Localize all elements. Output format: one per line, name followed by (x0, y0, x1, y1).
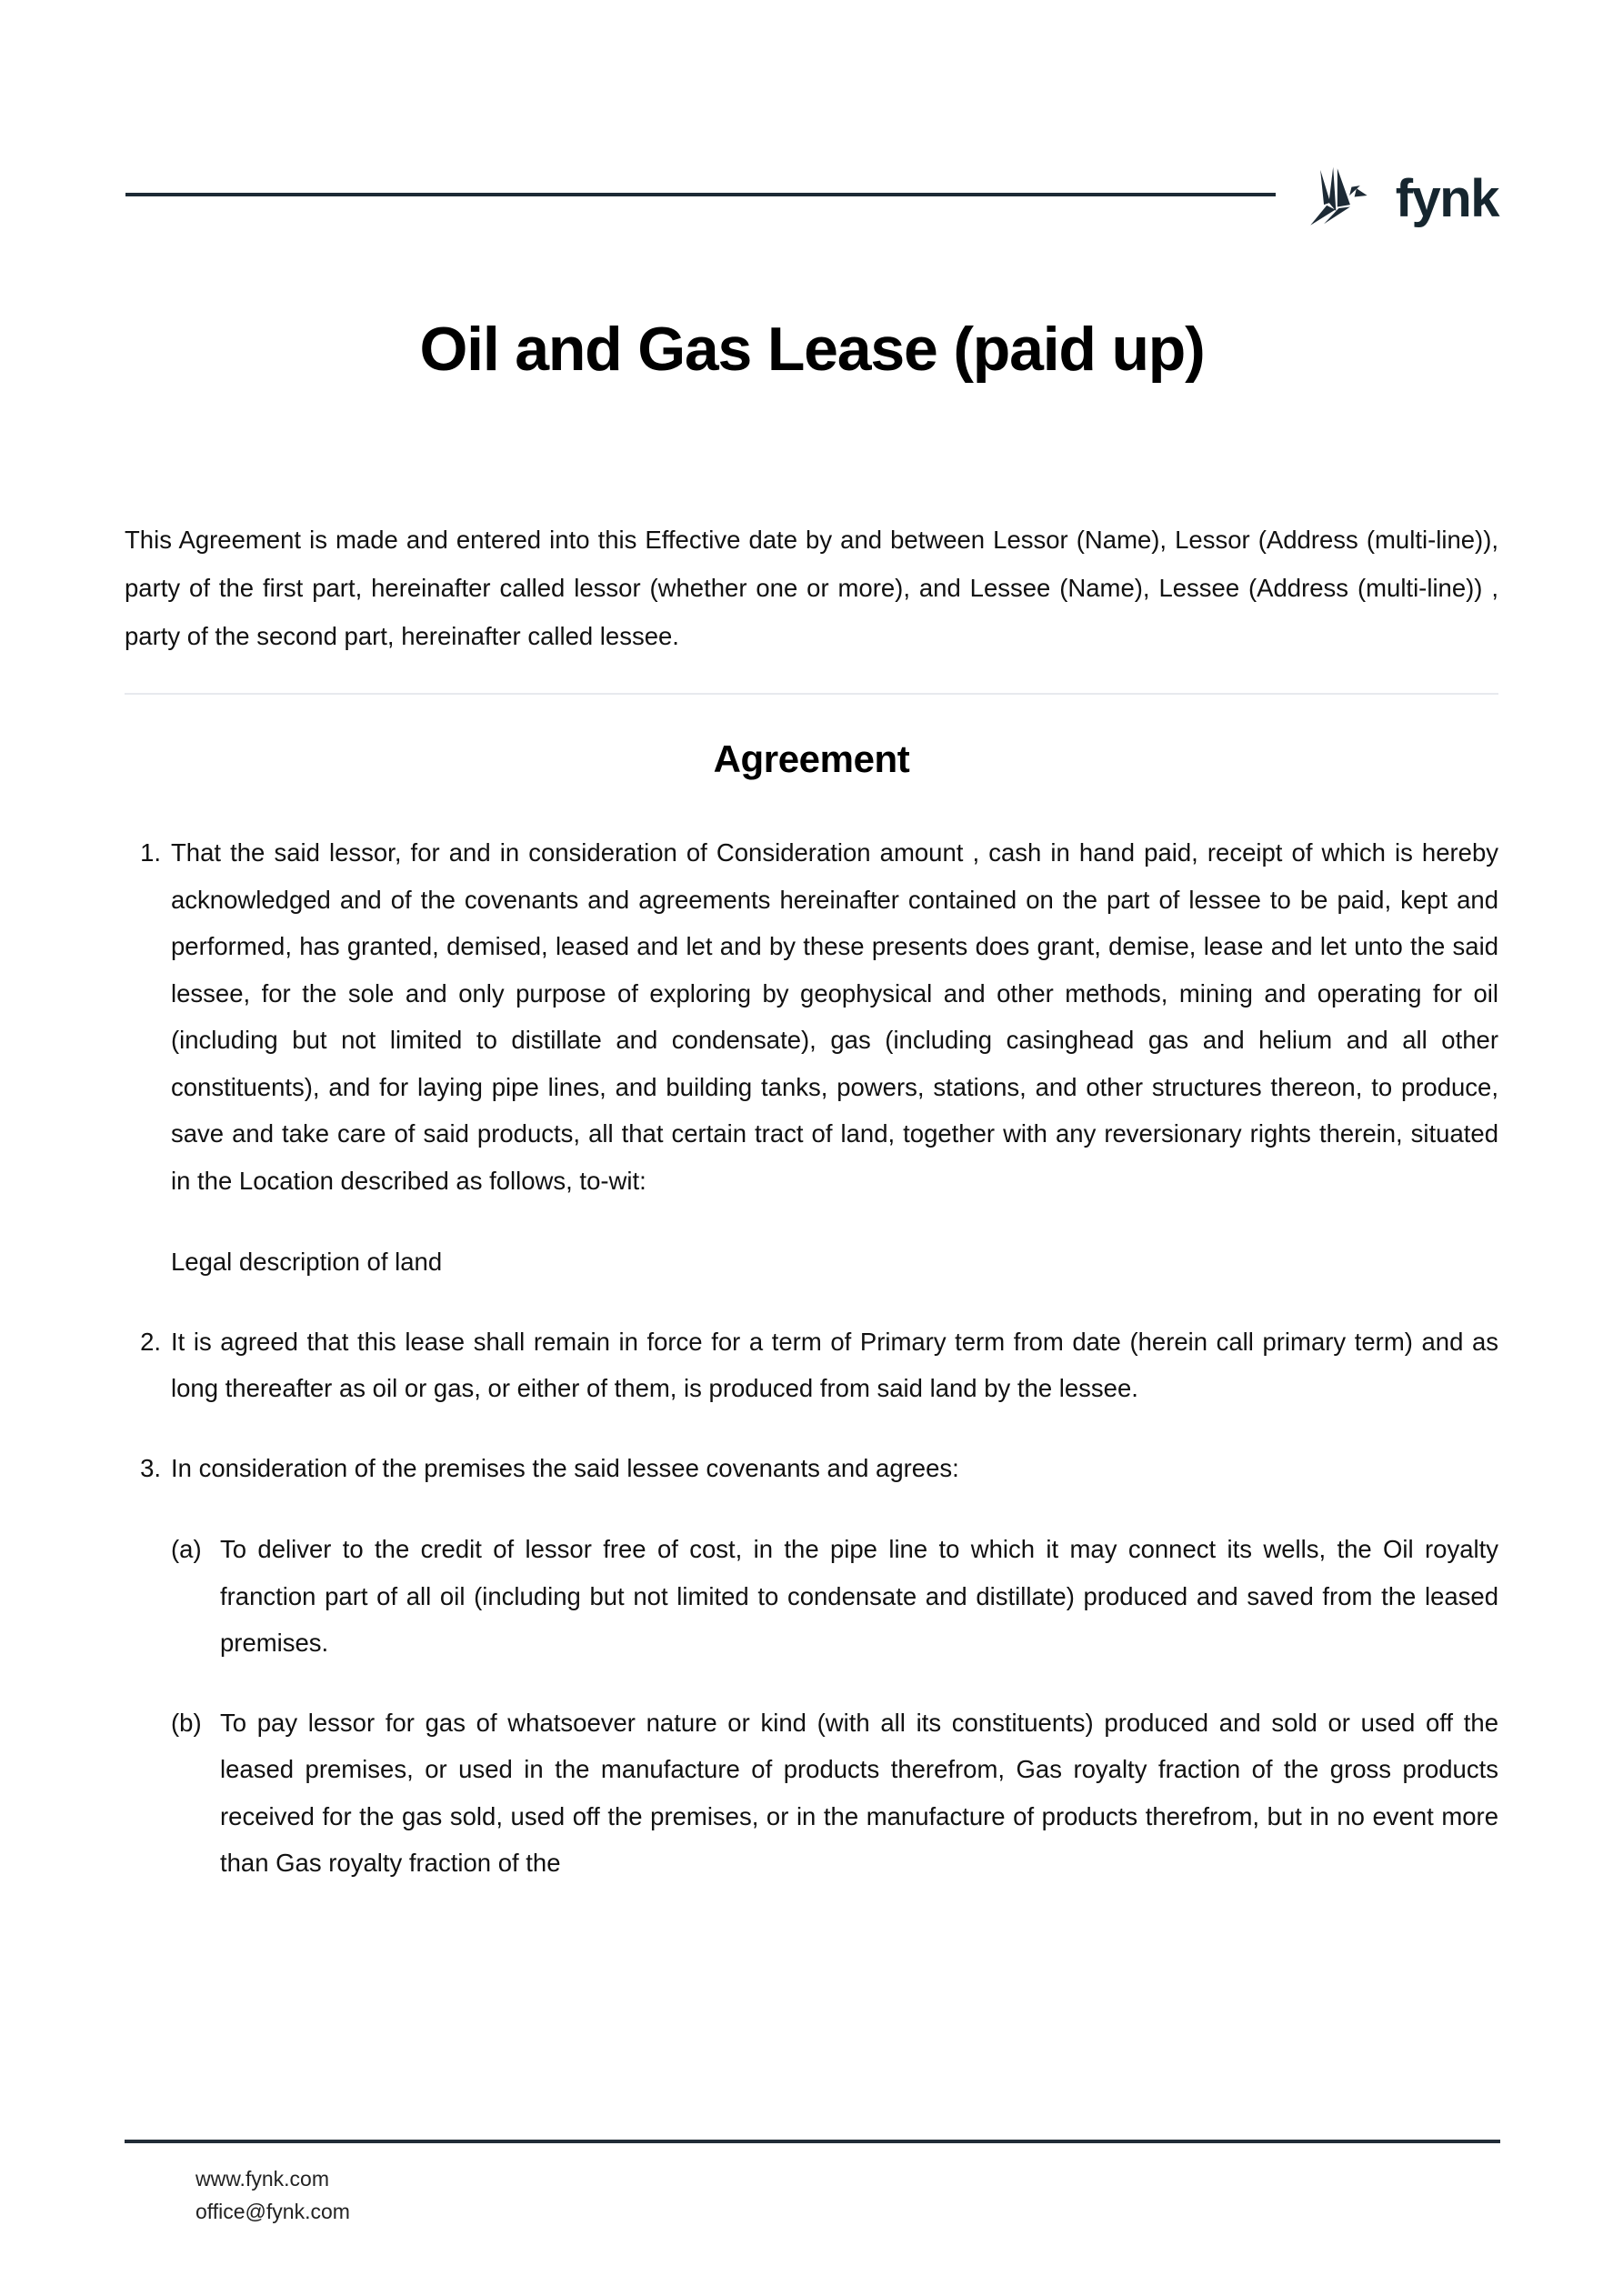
clause-text: In consideration of the premises the said lessee covenants and agrees: (171, 1453, 959, 1482)
page-header (125, 145, 1498, 246)
subclause-body (220, 1526, 1498, 1667)
subclause-item-a (171, 1526, 1498, 1667)
subclause-text: To deliver to the credit of lessor free of cost, in the pipe line to which it may connect its wells, the Oil royalty franction part of all oil (including but not limited to condensate and distillate) produced and saved from the leased premises. (220, 1535, 1498, 1657)
fynk-origami-bird-icon (1305, 160, 1376, 231)
clause-marker: 2. (140, 1327, 161, 1356)
subclause-marker: (b) (171, 1708, 202, 1737)
footer-website[interactable]: www.fynk.com (195, 2167, 329, 2191)
clause-body (171, 829, 1498, 1286)
subclause-item-b (171, 1699, 1498, 1887)
clause-body (171, 1445, 1498, 1887)
header-divider (125, 193, 1276, 196)
subclause-body (220, 1699, 1498, 1887)
clause-list (125, 829, 1498, 1887)
clause-list-container (125, 829, 1498, 1920)
subclause-marker: (a) (171, 1535, 202, 1563)
clause-body (171, 1318, 1498, 1412)
brand-wordmark: fynk (1395, 169, 1498, 228)
section-heading: Agreement (713, 737, 910, 780)
subclause-text: To pay lessor for gas of whatsoever nature or kind (with all its constituents) produced and sold or used off the leased premises, or used in the manufacture of products therefrom, Gas royalty fraction of the gross products received for the gas sold, used off the premises, or in the manufacture of products therefrom, but in no event more than Gas royalty fraction of the (220, 1708, 1498, 1877)
clause-item-2 (125, 1318, 1498, 1412)
footer-email[interactable]: office@fynk.com (195, 2200, 350, 2223)
subclause-list (171, 1526, 1498, 1887)
clause-text: That the said lessor, for and in consideration of Consideration amount , cash in hand paid, receipt of which is hereby acknowledged and of the covenants and agreements hereinafter contained on the part of lessee to be paid, kept and performed, has granted, demised, leased and let and by these presents does grant, demise, lease and let unto the said lessee, for the sole and only purpose of exploring by geophysical and other methods, mining and operating for oil (including but not limited to distillate and condensate), gas (including casinghead gas and helium and all other constituents), and for laying pipe lines, and building tanks, powers, stations, and other structures thereon, to produce, save and take care of said products, all that certain tract of land, together with any reversionary rights therein, situated in the Location described as follows, to-wit: (171, 838, 1498, 1195)
clause-marker: 3. (140, 1453, 161, 1482)
clause-item-1 (125, 829, 1498, 1286)
brand-logo (1305, 145, 1498, 246)
page-title: Oil and Gas Lease (paid up) (419, 315, 1205, 384)
footer-divider (125, 2140, 1500, 2143)
page-footer (195, 2162, 350, 2228)
clause-text: It is agreed that this lease shall remain in force for a term of Primary term from date (herein call primary term) and as long thereafter as oil or gas, or either of them, is produced from said land by the lessee. (171, 1327, 1498, 1402)
intro-divider (125, 693, 1498, 695)
intro-paragraph: This Agreement is made and entered into this Effective date by and between Lessor (Name), Lessor (Address (multi-line)), party of the first part, hereinafter called lessor (whether one or more), and Lessee (Name), Lessee (Address (multi-line)) , party of the second part, hereinafter called lessee. (125, 526, 1498, 650)
clause-item-3 (125, 1445, 1498, 1887)
clause-marker: 1. (140, 838, 161, 867)
clause-note: Legal description of land (171, 1248, 443, 1276)
